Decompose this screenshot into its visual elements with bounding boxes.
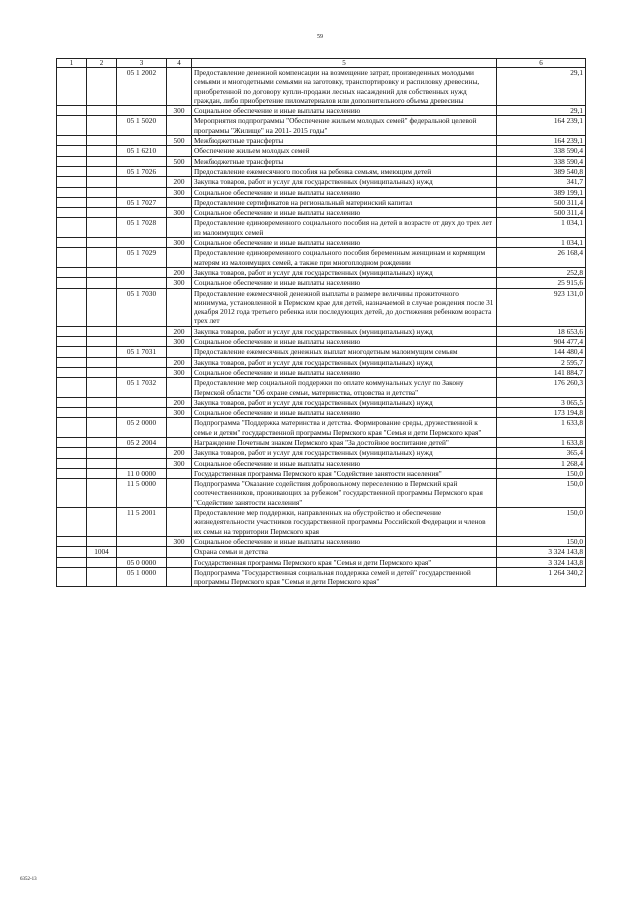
table-row (57, 116, 586, 136)
table-row (57, 177, 586, 187)
section-cell (57, 418, 87, 438)
subsection-cell (87, 408, 117, 418)
description-cell: Государственная программа Пермского края "Семья и дети Пермского края" (192, 557, 497, 567)
table-row (57, 106, 586, 116)
description-cell: Мероприятия подпрограммы "Обеспечение жильем молодых семей" федеральной целевой программы "Жилище" на 2011- 2015 годы" (192, 116, 497, 136)
section-cell (57, 347, 87, 357)
target-article-cell: 05 1 7030 (117, 288, 167, 326)
amount-cell: 18 653,6 (497, 326, 586, 336)
section-cell (57, 238, 87, 248)
target-article-cell (117, 397, 167, 407)
description-cell: Закупка товаров, работ и услуг для государственных (муниципальных) нужд (192, 326, 497, 336)
subsection-cell (87, 187, 117, 197)
target-article-cell (117, 357, 167, 367)
amount-cell: 389 199,1 (497, 187, 586, 197)
subsection-cell: 1004 (87, 547, 117, 557)
description-cell: Охрана семьи и детства (192, 547, 497, 557)
description-cell: Подпрограмма "Государственная социальная поддержка семей и детей" государственной программы Пермского края "Семья и дети Пермского края" (192, 567, 497, 587)
amount-cell: 144 480,4 (497, 347, 586, 357)
table-row (57, 218, 586, 238)
section-cell (57, 156, 87, 166)
target-article-cell: 05 1 7026 (117, 166, 167, 176)
amount-cell: 29,1 (497, 106, 586, 116)
target-article-cell: 05 2 0000 (117, 418, 167, 438)
amount-cell: 500 311,4 (497, 208, 586, 218)
subsection-cell (87, 536, 117, 546)
expense-type-cell (167, 378, 192, 398)
subsection-cell (87, 68, 117, 106)
amount-cell: 389 540,8 (497, 166, 586, 176)
expense-type-cell: 300 (167, 238, 192, 248)
target-article-cell: 05 1 7028 (117, 218, 167, 238)
expense-type-cell: 200 (167, 326, 192, 336)
section-cell (57, 288, 87, 326)
expense-type-cell (167, 547, 192, 557)
table-row (57, 238, 586, 248)
target-article-cell (117, 367, 167, 377)
expense-type-cell (167, 418, 192, 438)
amount-cell: 338 590,4 (497, 156, 586, 166)
target-article-cell (117, 177, 167, 187)
subsection-cell (87, 248, 117, 268)
subsection-cell (87, 567, 117, 587)
table-row (57, 557, 586, 567)
section-cell (57, 267, 87, 277)
column-header: 4 (167, 59, 192, 68)
section-cell (57, 68, 87, 106)
target-article-cell (117, 106, 167, 116)
amount-cell: 365,4 (497, 448, 586, 458)
expense-type-cell (167, 68, 192, 106)
table-row (57, 567, 586, 587)
column-header: 2 (87, 59, 117, 68)
expense-type-cell (167, 468, 192, 478)
target-article-cell: 11 5 2001 (117, 508, 167, 537)
description-cell: Социальное обеспечение и иные выплаты населению (192, 106, 497, 116)
expense-type-cell: 500 (167, 156, 192, 166)
expense-type-cell: 200 (167, 177, 192, 187)
section-cell (57, 468, 87, 478)
subsection-cell (87, 448, 117, 458)
amount-cell: 1 034,1 (497, 218, 586, 238)
table-row (57, 197, 586, 207)
description-cell: Предоставление ежемесячной денежной выплаты в размере величины прожиточного минимума, установленной в Пермском крае для детей, назначаемой в случае рождения после 31 декабря 2012 года третьего ребенка или последующих детей, до достижения ребенком возраста трех лет (192, 288, 497, 326)
section-cell (57, 397, 87, 407)
table-row (57, 408, 586, 418)
target-article-cell (117, 136, 167, 146)
subsection-cell (87, 218, 117, 238)
expense-type-cell: 300 (167, 458, 192, 468)
subsection-cell (87, 508, 117, 537)
expense-type-cell (167, 197, 192, 207)
subsection-cell (87, 156, 117, 166)
amount-cell: 141 884,7 (497, 367, 586, 377)
description-cell: Социальное обеспечение и иные выплаты населению (192, 208, 497, 218)
expense-type-cell (167, 567, 192, 587)
amount-cell: 1 264 340,2 (497, 567, 586, 587)
target-article-cell: 11 5 0000 (117, 479, 167, 508)
expense-type-cell: 300 (167, 208, 192, 218)
amount-cell: 25 915,6 (497, 278, 586, 288)
target-article-cell (117, 267, 167, 277)
description-cell: Социальное обеспечение и иные выплаты населению (192, 536, 497, 546)
description-cell: Социальное обеспечение и иные выплаты населению (192, 367, 497, 377)
section-cell (57, 337, 87, 347)
subsection-cell (87, 479, 117, 508)
section-cell (57, 166, 87, 176)
page-number: 59 (317, 34, 323, 40)
section-cell (57, 367, 87, 377)
amount-cell: 252,8 (497, 267, 586, 277)
section-cell (57, 136, 87, 146)
subsection-cell (87, 397, 117, 407)
section-cell (57, 218, 87, 238)
description-cell: Предоставление ежемесячного пособия на ребенка семьям, имеющим детей (192, 166, 497, 176)
amount-cell: 1 633,8 (497, 437, 586, 447)
expense-type-cell (167, 347, 192, 357)
section-cell (57, 197, 87, 207)
target-article-cell: 05 2 2004 (117, 437, 167, 447)
subsection-cell (87, 357, 117, 367)
table-row (57, 146, 586, 156)
section-cell (57, 357, 87, 367)
subsection-cell (87, 197, 117, 207)
table-row (57, 479, 586, 508)
section-cell (57, 116, 87, 136)
description-cell: Предоставление мер социальной поддержки по оплате коммунальных услуг по Закону Пермской области "Об охране семьи, материнства, отцовства и детства" (192, 378, 497, 398)
table-row (57, 547, 586, 557)
subsection-cell (87, 337, 117, 347)
table-row (57, 347, 586, 357)
expense-type-cell (167, 479, 192, 508)
description-cell: Подпрограмма "Поддержка материнства и детства. Формирование среды, дружественной к семье и детям" государственной программы Пермского края "Семья и дети Пермского края" (192, 418, 497, 438)
description-cell: Предоставление мер поддержки, направленных на обустройство и обеспечение жизнедеятельности участников государственной программы Российской Федерации и членов их семьи на территории Пермского края (192, 508, 497, 537)
target-article-cell (117, 337, 167, 347)
expense-type-cell (167, 437, 192, 447)
subsection-cell (87, 238, 117, 248)
description-cell: Социальное обеспечение и иные выплаты населению (192, 337, 497, 347)
expense-type-cell: 300 (167, 106, 192, 116)
expense-type-cell (167, 557, 192, 567)
amount-cell: 3 324 143,8 (497, 557, 586, 567)
description-cell: Закупка товаров, работ и услуг для государственных (муниципальных) нужд (192, 267, 497, 277)
subsection-cell (87, 347, 117, 357)
amount-cell: 338 590,4 (497, 146, 586, 156)
description-cell: Предоставление ежемесячных денежных выплат многодетным малоимущим семьям (192, 347, 497, 357)
amount-cell: 164 239,1 (497, 116, 586, 136)
table-row (57, 248, 586, 268)
expense-type-cell: 300 (167, 337, 192, 347)
subsection-cell (87, 378, 117, 398)
table-row (57, 508, 586, 537)
subsection-cell (87, 468, 117, 478)
table-row (57, 536, 586, 546)
amount-cell: 500 311,4 (497, 197, 586, 207)
target-article-cell (117, 156, 167, 166)
amount-cell: 150,0 (497, 479, 586, 508)
section-cell (57, 448, 87, 458)
section-cell (57, 437, 87, 447)
target-article-cell: 05 0 0000 (117, 557, 167, 567)
subsection-cell (87, 278, 117, 288)
expense-type-cell (167, 166, 192, 176)
table-row (57, 288, 586, 326)
section-cell (57, 378, 87, 398)
table-row (57, 156, 586, 166)
table-row (57, 418, 586, 438)
section-cell (57, 479, 87, 508)
section-cell (57, 326, 87, 336)
subsection-cell (87, 267, 117, 277)
table-row (57, 367, 586, 377)
subsection-cell (87, 177, 117, 187)
target-article-cell (117, 458, 167, 468)
amount-cell: 1 268,4 (497, 458, 586, 468)
section-cell (57, 567, 87, 587)
description-cell: Закупка товаров, работ и услуг для государственных (муниципальных) нужд (192, 357, 497, 367)
amount-cell: 150,0 (497, 508, 586, 537)
table-body (57, 68, 586, 587)
amount-cell: 923 131,0 (497, 288, 586, 326)
description-cell: Предоставление сертификатов на региональный материнский капитал (192, 197, 497, 207)
table-row (57, 326, 586, 336)
target-article-cell (117, 187, 167, 197)
subsection-cell (87, 288, 117, 326)
subsection-cell (87, 326, 117, 336)
table-row (57, 458, 586, 468)
description-cell: Социальное обеспечение и иные выплаты населению (192, 458, 497, 468)
target-article-cell (117, 278, 167, 288)
table-row (57, 337, 586, 347)
subsection-cell (87, 136, 117, 146)
expense-type-cell: 200 (167, 448, 192, 458)
description-cell: Межбюджетные трансферты (192, 156, 497, 166)
subsection-cell (87, 418, 117, 438)
section-cell (57, 547, 87, 557)
table-row (57, 378, 586, 398)
target-article-cell (117, 208, 167, 218)
table-row (57, 68, 586, 106)
subsection-cell (87, 367, 117, 377)
section-cell (57, 248, 87, 268)
expense-type-cell: 200 (167, 267, 192, 277)
amount-cell: 3 324 143,8 (497, 547, 586, 557)
section-cell (57, 408, 87, 418)
description-cell: Предоставление единовременного социального пособия беременным женщинам и кормящим матерям из малоимущих семей, а также при многоплодном рождении (192, 248, 497, 268)
target-article-cell: 05 1 7031 (117, 347, 167, 357)
expense-type-cell: 300 (167, 536, 192, 546)
column-header: 3 (117, 59, 167, 68)
table-header-row (57, 59, 586, 68)
section-cell (57, 458, 87, 468)
section-cell (57, 557, 87, 567)
expense-type-cell (167, 146, 192, 156)
subsection-cell (87, 146, 117, 156)
expense-type-cell: 500 (167, 136, 192, 146)
amount-cell: 26 168,4 (497, 248, 586, 268)
section-cell (57, 106, 87, 116)
amount-cell: 150,0 (497, 536, 586, 546)
target-article-cell: 05 1 7032 (117, 378, 167, 398)
description-cell: Предоставление денежной компенсации на возмещение затрат, произведенных молодыми семьями и многодетными семьями на заготовку, транспортировку и распиловку древесины, приобретенной по договору купли-продажи лесных насаждений для собственных нужд граждан, либо приобретение пиломатериалов или дополнительного объема древесины (192, 68, 497, 106)
target-article-cell: 05 1 7027 (117, 197, 167, 207)
target-article-cell (117, 408, 167, 418)
amount-cell: 341,7 (497, 177, 586, 187)
amount-cell: 2 595,7 (497, 357, 586, 367)
section-cell (57, 278, 87, 288)
description-cell: Социальное обеспечение и иные выплаты населению (192, 408, 497, 418)
amount-cell: 173 194,8 (497, 408, 586, 418)
description-cell: Закупка товаров, работ и услуг для государственных (муниципальных) нужд (192, 448, 497, 458)
description-cell: Обеспечение жильем молодых семей (192, 146, 497, 156)
amount-cell: 176 260,3 (497, 378, 586, 398)
footer-code: 6352-13 (20, 877, 37, 882)
table-row (57, 357, 586, 367)
section-cell (57, 508, 87, 537)
section-cell (57, 187, 87, 197)
table-row (57, 267, 586, 277)
expense-type-cell: 300 (167, 367, 192, 377)
column-header: 6 (497, 59, 586, 68)
section-cell (57, 146, 87, 156)
target-article-cell (117, 536, 167, 546)
table-row (57, 437, 586, 447)
amount-cell: 1 633,8 (497, 418, 586, 438)
description-cell: Подпрограмма "Оказание содействия добровольному переселению в Пермский край соотечественников, проживающих за рубежом" государственной программы Пермского края "Содействие занятости населения" (192, 479, 497, 508)
expense-type-cell: 200 (167, 357, 192, 367)
target-article-cell: 05 1 0000 (117, 567, 167, 587)
target-article-cell: 05 1 2002 (117, 68, 167, 106)
table-row (57, 397, 586, 407)
section-cell (57, 208, 87, 218)
table-row (57, 278, 586, 288)
target-article-cell: 05 1 5020 (117, 116, 167, 136)
budget-table (56, 58, 586, 587)
target-article-cell (117, 448, 167, 458)
target-article-cell (117, 238, 167, 248)
table-row (57, 468, 586, 478)
expense-type-cell: 200 (167, 397, 192, 407)
amount-cell: 3 065,5 (497, 397, 586, 407)
expense-type-cell (167, 288, 192, 326)
subsection-cell (87, 106, 117, 116)
description-cell: Социальное обеспечение и иные выплаты населению (192, 187, 497, 197)
subsection-cell (87, 116, 117, 136)
description-cell: Государственная программа Пермского края "Содействие занятости населения" (192, 468, 497, 478)
amount-cell: 164 239,1 (497, 136, 586, 146)
table-row (57, 208, 586, 218)
section-cell (57, 536, 87, 546)
target-article-cell (117, 547, 167, 557)
target-article-cell: 11 0 0000 (117, 468, 167, 478)
subsection-cell (87, 166, 117, 176)
target-article-cell: 05 1 7029 (117, 248, 167, 268)
amount-cell: 1 034,1 (497, 238, 586, 248)
target-article-cell: 05 1 6210 (117, 146, 167, 156)
expense-type-cell (167, 116, 192, 136)
subsection-cell (87, 208, 117, 218)
expense-type-cell: 300 (167, 187, 192, 197)
section-cell (57, 177, 87, 187)
description-cell: Предоставление единовременного социального пособия на детей в возрасте от двух до трех лет из малоимущих семей (192, 218, 497, 238)
table-row (57, 187, 586, 197)
description-cell: Социальное обеспечение и иные выплаты населению (192, 278, 497, 288)
expense-type-cell: 300 (167, 408, 192, 418)
expense-type-cell (167, 218, 192, 238)
column-header: 5 (192, 59, 497, 68)
amount-cell: 904 477,4 (497, 337, 586, 347)
description-cell: Межбюджетные трансферты (192, 136, 497, 146)
table-row (57, 136, 586, 146)
expense-type-cell: 300 (167, 278, 192, 288)
expense-type-cell (167, 248, 192, 268)
target-article-cell (117, 326, 167, 336)
column-header: 1 (57, 59, 87, 68)
subsection-cell (87, 557, 117, 567)
subsection-cell (87, 437, 117, 447)
amount-cell: 29,1 (497, 68, 586, 106)
expense-type-cell (167, 508, 192, 537)
description-cell: Закупка товаров, работ и услуг для государственных (муниципальных) нужд (192, 397, 497, 407)
description-cell: Закупка товаров, работ и услуг для государственных (муниципальных) нужд (192, 177, 497, 187)
table-row (57, 166, 586, 176)
amount-cell: 150,0 (497, 468, 586, 478)
table-row (57, 448, 586, 458)
description-cell: Социальное обеспечение и иные выплаты населению (192, 238, 497, 248)
subsection-cell (87, 458, 117, 468)
description-cell: Награждение Почетным знаком Пермского края "За достойное воспитание детей" (192, 437, 497, 447)
